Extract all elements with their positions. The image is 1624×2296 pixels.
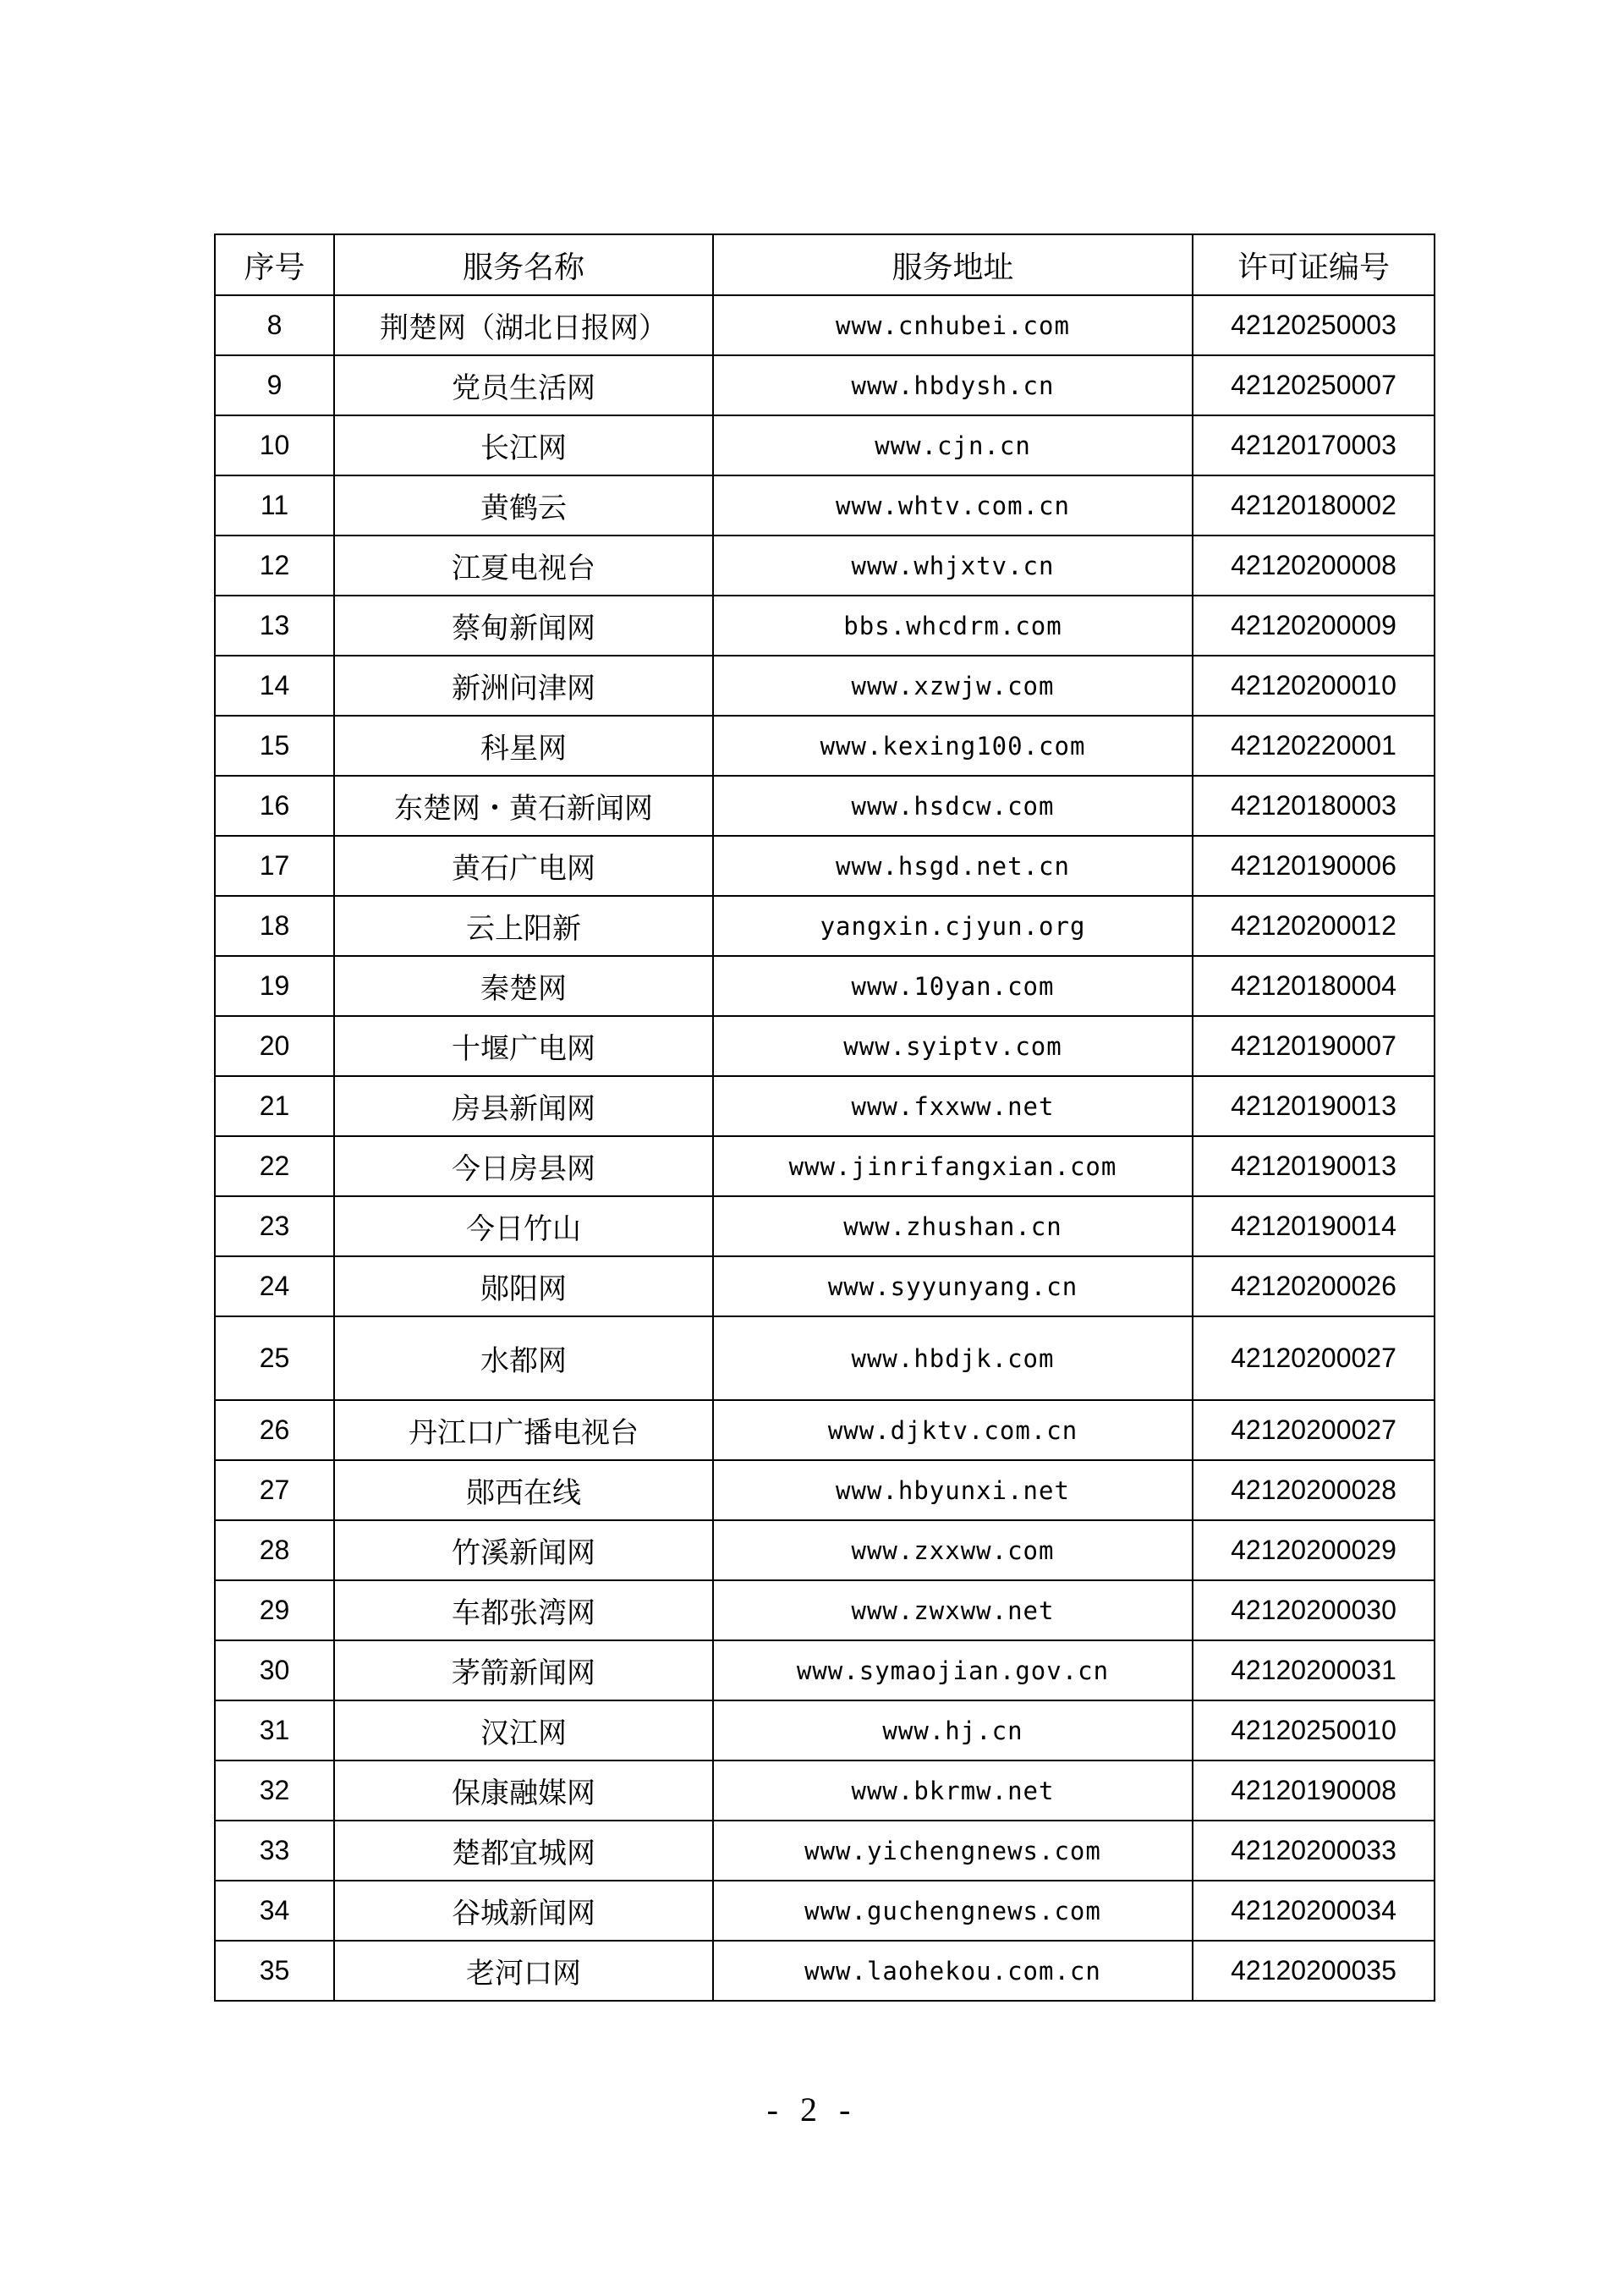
table-row <box>215 1580 1435 1640</box>
table-row <box>215 1196 1435 1256</box>
table-row <box>215 1136 1435 1196</box>
cell-service-name: 东楚网・黄石新闻网 <box>334 776 713 836</box>
cell-service-url: www.yichengnews.com <box>713 1821 1193 1881</box>
cell-service-name: 竹溪新闻网 <box>334 1520 713 1580</box>
cell-service-url: www.zwxww.net <box>713 1580 1193 1640</box>
table-row <box>215 1016 1435 1076</box>
cell-seq: 20 <box>215 1016 334 1076</box>
table-row <box>215 295 1435 355</box>
cell-license-number: 42120180004 <box>1193 956 1435 1016</box>
table-row <box>215 596 1435 656</box>
cell-service-url: www.zhushan.cn <box>713 1196 1193 1256</box>
cell-seq: 11 <box>215 475 334 536</box>
cell-seq: 18 <box>215 896 334 956</box>
table-row <box>215 1316 1435 1400</box>
cell-seq: 33 <box>215 1821 334 1881</box>
cell-service-name: 长江网 <box>334 415 713 475</box>
cell-license-number: 42120170003 <box>1193 415 1435 475</box>
cell-service-url: www.hbdysh.cn <box>713 355 1193 415</box>
table-row <box>215 896 1435 956</box>
cell-service-name: 汉江网 <box>334 1700 713 1760</box>
cell-service-url: www.djktv.com.cn <box>713 1400 1193 1460</box>
header-license-number: 许可证编号 <box>1193 234 1435 295</box>
cell-license-number: 42120200029 <box>1193 1520 1435 1580</box>
cell-service-name: 郧阳网 <box>334 1256 713 1316</box>
table-row <box>215 716 1435 776</box>
table-row <box>215 1881 1435 1941</box>
cell-service-name: 郧西在线 <box>334 1460 713 1520</box>
cell-license-number: 42120250007 <box>1193 355 1435 415</box>
license-table <box>214 233 1435 2002</box>
table-row <box>215 776 1435 836</box>
cell-license-number: 42120190013 <box>1193 1076 1435 1136</box>
cell-service-url: www.syiptv.com <box>713 1016 1193 1076</box>
cell-seq: 13 <box>215 596 334 656</box>
cell-service-name: 科星网 <box>334 716 713 776</box>
cell-service-name: 新洲问津网 <box>334 656 713 716</box>
cell-service-name: 房县新闻网 <box>334 1076 713 1136</box>
cell-service-name: 十堰广电网 <box>334 1016 713 1076</box>
cell-service-url: www.hbyunxi.net <box>713 1460 1193 1520</box>
cell-service-name: 水都网 <box>334 1316 713 1400</box>
cell-license-number: 42120200035 <box>1193 1941 1435 2001</box>
cell-service-name: 蔡甸新闻网 <box>334 596 713 656</box>
table-row <box>215 1760 1435 1821</box>
table-row <box>215 1460 1435 1520</box>
cell-service-url: www.whjxtv.cn <box>713 536 1193 596</box>
cell-seq: 17 <box>215 836 334 896</box>
cell-service-name: 谷城新闻网 <box>334 1881 713 1941</box>
cell-seq: 31 <box>215 1700 334 1760</box>
table-row <box>215 536 1435 596</box>
cell-seq: 26 <box>215 1400 334 1460</box>
cell-seq: 12 <box>215 536 334 596</box>
table-row <box>215 1400 1435 1460</box>
cell-license-number: 42120200031 <box>1193 1640 1435 1700</box>
cell-service-url: www.symaojian.gov.cn <box>713 1640 1193 1700</box>
cell-service-url: www.zxxww.com <box>713 1520 1193 1580</box>
cell-seq: 25 <box>215 1316 334 1400</box>
table-row <box>215 1520 1435 1580</box>
cell-service-name: 黄石广电网 <box>334 836 713 896</box>
cell-service-url: www.kexing100.com <box>713 716 1193 776</box>
cell-service-url: yangxin.cjyun.org <box>713 896 1193 956</box>
cell-service-name: 荆楚网（湖北日报网） <box>334 295 713 355</box>
table-row <box>215 355 1435 415</box>
cell-service-name: 党员生活网 <box>334 355 713 415</box>
cell-license-number: 42120250003 <box>1193 295 1435 355</box>
cell-license-number: 42120200009 <box>1193 596 1435 656</box>
cell-service-name: 楚都宜城网 <box>334 1821 713 1881</box>
table-row <box>215 1256 1435 1316</box>
cell-seq: 9 <box>215 355 334 415</box>
cell-service-name: 秦楚网 <box>334 956 713 1016</box>
cell-license-number: 42120200034 <box>1193 1881 1435 1941</box>
cell-seq: 8 <box>215 295 334 355</box>
cell-service-url: www.hsgd.net.cn <box>713 836 1193 896</box>
table-row <box>215 656 1435 716</box>
cell-service-url: www.bkrmw.net <box>713 1760 1193 1821</box>
cell-seq: 29 <box>215 1580 334 1640</box>
cell-service-name: 老河口网 <box>334 1941 713 2001</box>
cell-service-url: bbs.whcdrm.com <box>713 596 1193 656</box>
cell-seq: 22 <box>215 1136 334 1196</box>
cell-service-url: www.cnhubei.com <box>713 295 1193 355</box>
cell-service-url: www.whtv.com.cn <box>713 475 1193 536</box>
cell-service-url: www.fxxww.net <box>713 1076 1193 1136</box>
cell-seq: 23 <box>215 1196 334 1256</box>
header-seq: 序号 <box>215 234 334 295</box>
cell-service-url: www.guchengnews.com <box>713 1881 1193 1941</box>
cell-service-name: 车都张湾网 <box>334 1580 713 1640</box>
cell-service-url: www.cjn.cn <box>713 415 1193 475</box>
cell-service-name: 黄鹤云 <box>334 475 713 536</box>
table-row <box>215 1640 1435 1700</box>
header-service-name: 服务名称 <box>334 234 713 295</box>
table-row <box>215 475 1435 536</box>
cell-license-number: 42120200010 <box>1193 656 1435 716</box>
cell-seq: 30 <box>215 1640 334 1700</box>
table-row <box>215 1941 1435 2001</box>
cell-license-number: 42120180002 <box>1193 475 1435 536</box>
cell-license-number: 42120190007 <box>1193 1016 1435 1076</box>
cell-seq: 15 <box>215 716 334 776</box>
cell-license-number: 42120250010 <box>1193 1700 1435 1760</box>
cell-license-number: 42120200026 <box>1193 1256 1435 1316</box>
cell-seq: 34 <box>215 1881 334 1941</box>
cell-seq: 10 <box>215 415 334 475</box>
cell-service-name: 茅箭新闻网 <box>334 1640 713 1700</box>
cell-service-name: 云上阳新 <box>334 896 713 956</box>
cell-seq: 14 <box>215 656 334 716</box>
cell-service-url: www.jinrifangxian.com <box>713 1136 1193 1196</box>
cell-license-number: 42120190008 <box>1193 1760 1435 1821</box>
table-row <box>215 1700 1435 1760</box>
cell-service-url: www.laohekou.com.cn <box>713 1941 1193 2001</box>
cell-license-number: 42120190006 <box>1193 836 1435 896</box>
cell-service-name: 今日竹山 <box>334 1196 713 1256</box>
cell-service-url: www.syyunyang.cn <box>713 1256 1193 1316</box>
cell-service-name: 江夏电视台 <box>334 536 713 596</box>
cell-seq: 32 <box>215 1760 334 1821</box>
cell-license-number: 42120200027 <box>1193 1400 1435 1460</box>
cell-seq: 16 <box>215 776 334 836</box>
page-number: - 2 - <box>766 2090 858 2128</box>
cell-license-number: 42120190014 <box>1193 1196 1435 1256</box>
cell-license-number: 42120200030 <box>1193 1580 1435 1640</box>
cell-service-url: www.hsdcw.com <box>713 776 1193 836</box>
cell-seq: 28 <box>215 1520 334 1580</box>
table-row <box>215 1076 1435 1136</box>
cell-license-number: 42120180003 <box>1193 776 1435 836</box>
table-row <box>215 836 1435 896</box>
cell-license-number: 42120220001 <box>1193 716 1435 776</box>
table-body <box>215 295 1435 2001</box>
cell-seq: 27 <box>215 1460 334 1520</box>
header-service-url: 服务地址 <box>713 234 1193 295</box>
table-row <box>215 415 1435 475</box>
cell-service-url: www.hbdjk.com <box>713 1316 1193 1400</box>
cell-license-number: 42120200033 <box>1193 1821 1435 1881</box>
cell-license-number: 42120200008 <box>1193 536 1435 596</box>
cell-seq: 21 <box>215 1076 334 1136</box>
cell-service-url: www.10yan.com <box>713 956 1193 1016</box>
cell-license-number: 42120200028 <box>1193 1460 1435 1520</box>
cell-service-name: 保康融媒网 <box>334 1760 713 1821</box>
cell-license-number: 42120190013 <box>1193 1136 1435 1196</box>
cell-seq: 19 <box>215 956 334 1016</box>
cell-seq: 35 <box>215 1941 334 2001</box>
cell-service-url: www.hj.cn <box>713 1700 1193 1760</box>
table-row <box>215 956 1435 1016</box>
table-row <box>215 1821 1435 1881</box>
cell-license-number: 42120200027 <box>1193 1316 1435 1400</box>
cell-seq: 24 <box>215 1256 334 1316</box>
header-row <box>215 234 1435 295</box>
cell-service-name: 今日房县网 <box>334 1136 713 1196</box>
cell-license-number: 42120200012 <box>1193 896 1435 956</box>
cell-service-name: 丹江口广播电视台 <box>334 1400 713 1460</box>
cell-service-url: www.xzwjw.com <box>713 656 1193 716</box>
table-header <box>215 234 1435 295</box>
